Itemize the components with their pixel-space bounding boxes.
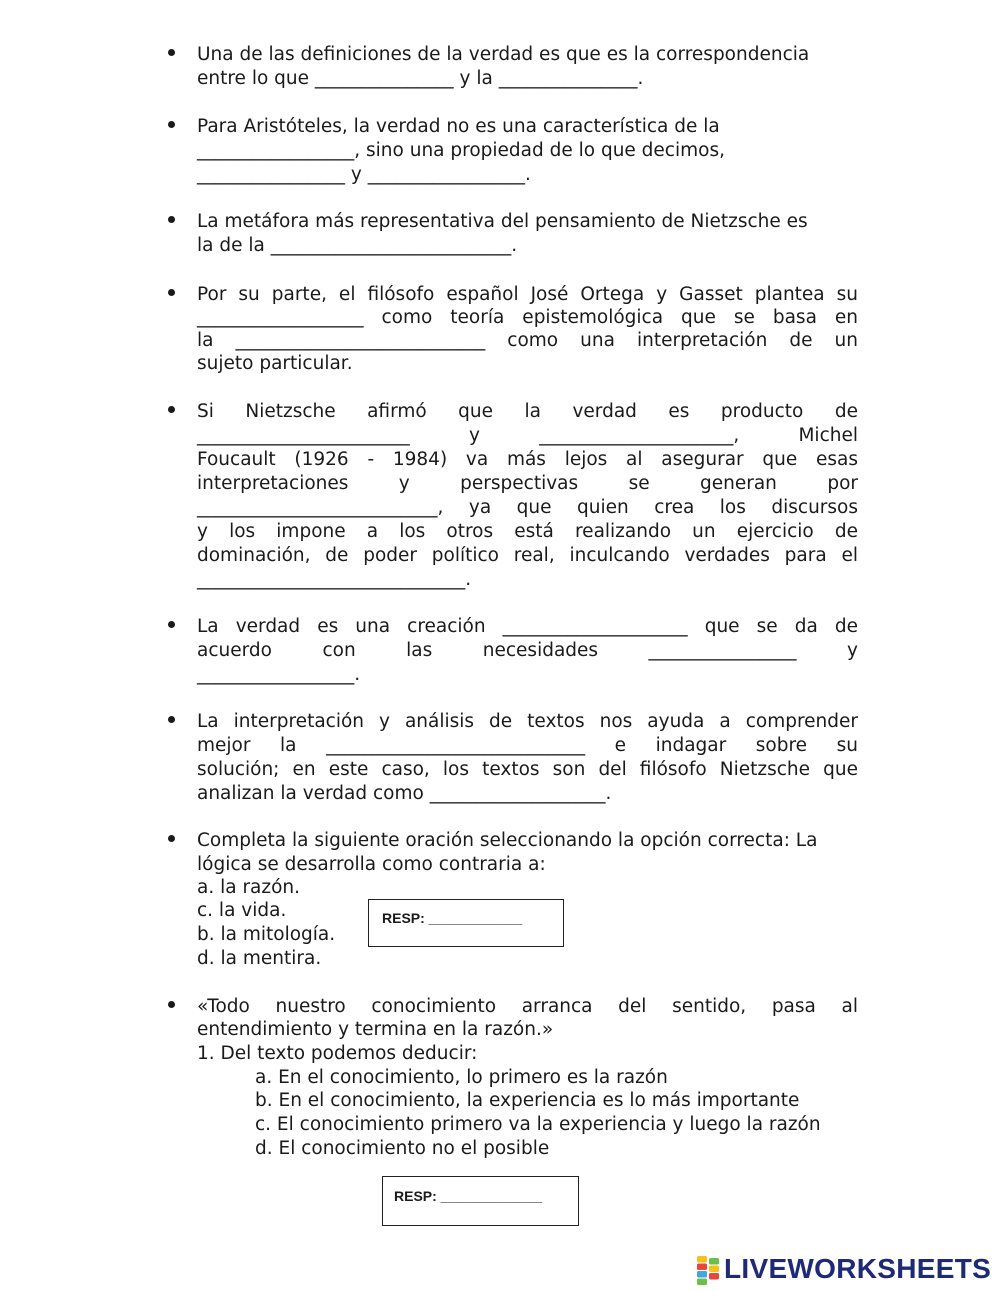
item-7-line-2: mejor la ____________________________ e indagar sobre su	[197, 735, 858, 756]
item-3-line-1: La metáfora más representativa del pensamiento de Nietzsche es	[197, 211, 808, 232]
bullet-4	[168, 289, 175, 296]
item-5-line-4: interpretaciones y perspectivas se generan por	[197, 473, 858, 494]
item-9-option-d: d. El conocimiento no el posible	[255, 1138, 550, 1159]
item-6-line-1: La verdad es una creación ____________________ que se da de	[197, 616, 858, 637]
item-5-line-2: _______________________ y _____________________, Michel	[197, 425, 858, 446]
item-9-line-2: entendimiento y termina en la razón.»	[197, 1019, 554, 1040]
item-2-line-2: _________________, sino una propiedad de lo que decimos,	[197, 140, 725, 161]
bullet-5	[168, 406, 175, 413]
item-8-option-c: c. la vida.	[197, 900, 287, 921]
item-8-option-b: b. la mitología.	[197, 924, 336, 945]
item-8-option-d: d. la mentira.	[197, 948, 322, 969]
item-1-line-2: entre lo que _______________ y la _______________.	[197, 68, 644, 89]
item-8-line-2: lógica se desarrolla como contraria a:	[197, 854, 546, 875]
item-5-line-8: _____________________________.	[197, 569, 472, 590]
item-2-line-1: Para Aristóteles, la verdad no es una característica de la	[197, 116, 720, 137]
bullet-2	[168, 121, 175, 128]
item-4-line-1: Por su parte, el filósofo español José Ortega y Gasset plantea su	[197, 284, 858, 305]
item-6-line-3: _________________.	[197, 664, 361, 685]
item-6-line-2: acuerdo con las necesidades ________________ y	[197, 640, 858, 661]
item-4-line-3: la ___________________________ como una interpretación de un	[197, 330, 858, 351]
item-7-line-4: analizan la verdad como ___________________.	[197, 783, 612, 804]
bullet-7	[168, 716, 175, 723]
item-2-line-3: ________________ y _________________.	[197, 164, 531, 185]
bullet-8	[168, 835, 175, 842]
item-7-line-1: La interpretación y análisis de textos nos ayuda a comprender	[197, 711, 858, 732]
item-7-line-3: solución; en este caso, los textos son del filósofo Nietzsche que	[197, 759, 858, 780]
bullet-3	[168, 216, 175, 223]
item-5-line-7: dominación, de poder político real, inculcando verdades para el	[197, 545, 858, 566]
item-8-option-a: a. la razón.	[197, 877, 301, 898]
item-9-option-b: b. En el conocimiento, la experiencia es lo más importante	[255, 1090, 800, 1111]
item-5-line-3: Foucault (1926 - 1984) va más lejos al asegurar que esas	[197, 449, 858, 470]
brand-name: LIVEWORKSHEETS	[724, 1253, 992, 1284]
item-1-line-1: Una de las definiciones de la verdad es que es la correspondencia	[197, 44, 810, 65]
bullet-6	[168, 621, 175, 628]
item-8-line-1: Completa la siguiente oración seleccionando la opción correcta: La	[197, 830, 818, 851]
item-5-line-1: Si Nietzsche afirmó que la verdad es producto de	[197, 401, 858, 422]
item-4-line-2: __________________ como teoría epistemológica que se basa en	[197, 307, 858, 328]
item-9-line-3: 1. Del texto podemos deducir:	[197, 1043, 478, 1064]
item-9-option-c: c. El conocimiento primero va la experiencia y luego la razón	[255, 1114, 821, 1135]
item-3-line-2: la de la __________________________.	[197, 235, 518, 256]
item-9-line-1: «Todo nuestro conocimiento arranca del sentido, pasa al	[197, 996, 858, 1017]
item-4-line-4: sujeto particular.	[197, 353, 353, 374]
answer-box-1-label: RESP: ____________	[382, 910, 523, 926]
item-5-line-6: y los impone a los otros está realizando un ejercicio de	[197, 521, 858, 542]
item-9-option-a: a. En el conocimiento, lo primero es la razón	[255, 1067, 668, 1088]
bullet-9	[168, 1001, 175, 1008]
liveworksheets-logo-icon	[697, 1256, 721, 1286]
bullet-1	[168, 49, 175, 56]
item-5-line-5: __________________________, ya que quien crea los discursos	[197, 497, 858, 518]
answer-box-2-label: RESP: _____________	[394, 1188, 542, 1204]
